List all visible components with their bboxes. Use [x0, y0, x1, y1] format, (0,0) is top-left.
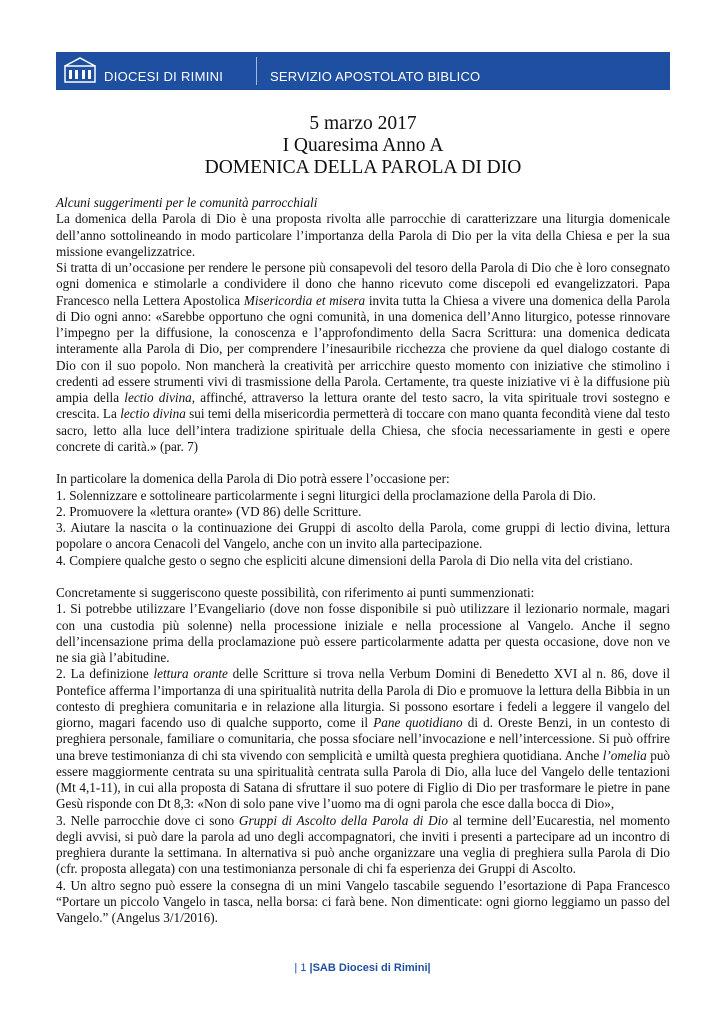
document-body: [56, 195, 670, 926]
intro-paragraph-1: La domenica della Parola di Dio è una proposta rivolta alle parrocchie di caratterizzare una liturgia domenicale dell’anno sottolineando in modo particolare l’importanza della Parola di Dio per la vita della Chiesa e per la sua missione evangelizzatrice.: [56, 211, 670, 259]
page-footer: [0, 962, 725, 974]
occasion-lead: In particolare la domenica della Parola di Dio potrà essere l’occasione per:: [56, 471, 450, 487]
suggestion-2: 2. La definizione lettura orante delle Scritture si trova nella Verbum Domini di Benedetto XVI al n. 86, dove il Pontefice afferma l’importanza di una spiritualità nutrita della Parola di Dio e promuove la lettura della Bibbia in un contesto di preghiera comunitaria e in relazione alla liturgia. Si possono esortare i fedeli a leggere il vangelo del giorno, magari facendo uso di qualche supporto, come il Pane quotidiano di d. Oreste Benzi, in un contesto di preghiera personale, familiare o comunitaria, che possa sfociare nell’invocazione e nell’intercessione. Si può offrire una breve testimonianza di chi sta vivendo con semplicità e umiltà questa preghiera quotidiana. Anche l’omelia può essere maggiormente centrata su una spiritualità centrata sulla Parola di Dio, alla luce del Vangelo delle tentazioni (Mt 4,1-11), in cui alla proposta di Satana di sfruttare il suo potere di Figlio di Dio per trasformare le pietre in pane Gesù risponde con Dt 8,3: «Non di solo pane vive l’uomo ma di ogni parola che esce dalla bocca di Dio»,: [56, 666, 671, 812]
subtitle: Alcuni suggerimenti per le comunità parrocchiali: [56, 195, 318, 210]
page-number: 1: [300, 962, 307, 974]
footer-bar: |: [294, 962, 298, 974]
suggestion-3: 3. Nelle parrocchie dove ci sono Gruppi di Ascolto della Parola di Dio al termine dell’Eucarestia, nel momento degli avvisi, si può dare la parola ad uno degli accompagnatori, che inviti i presenti a partecipare ad un incontro di preghiera durante la settimana. In alternativa si può anche organizzare una veglia di preghiera sulla Parola di Dio (cfr. proposta allegata) con una testimonianza personale di chi fa esperienza dei Gruppi di Ascolto.: [56, 812, 670, 877]
title-date: 5 marzo 2017: [309, 113, 417, 134]
header-banner: [56, 52, 670, 90]
spacer: [56, 455, 670, 471]
intro-paragraph-2: Si tratta di un’occasione per rendere le persone più consapevoli del tesoro della Parola di Dio che è loro consegnato ogni domenica e stimolarle a condividere il dono che hanno ricevuto come discepoli ed evangelizzatori. Papa Francesco nella Lettera Apostolica Misericordia et misera invita tutta la Chiesa a vivere una domenica della Parola di Dio ogni anno: «Sarebbe opportuno che ogni comunità, in una domenica dell’Anno liturgico, potesse rinnovare l’impegno per la diffusione, la conoscenza e l’approfondimento della Sacra Scrittura: una domenica dedicata interamente alla Parola di Dio, per comprendere l’inesauribile ricchezza che proviene da quel dialogo costante di Dio con il suo popolo. Non mancherà la creatività per arricchire questo momento con iniziative che stimolino i credenti ad essere strumenti vivi di trasmissione della Parola. Certamente, tra queste iniziative vi è la diffusione più ampia della lectio divina, affinché, attraverso la lettura orante del testo sacro, la vita spirituale trovi sostegno e crescita. La lectio divina sui temi della misericordia permetterà di toccare con mano quanta fecondità viene dal testo sacro, letto alla luce dell’intera tradizione spirituale della Chiesa, che sfocia necessariamente in gesti e opere concrete di carità.» (par. 7): [56, 260, 670, 454]
suggestion-1: 1. Si potrebbe utilizzare l’Evangeliario (dove non fosse disponibile si può utilizzare il lezionario normale, magari con una custodia più solenne) nella processione iniziale e nella processione al Vangelo. Anche il segno dell’incensazione prima della proclamazione può essere particolarmente adatta per questa occasione, dove non ve ne sia già l’abitudine.: [56, 601, 670, 665]
occasion-item: 1. Solennizzare e sottolineare particolarmente i segni liturgici della proclamazione della Parola di Dio.: [56, 487, 596, 503]
occasion-item: 3. Aiutare la nascita o la continuazione dei Gruppi di ascolto della Parola, come gruppi di lectio divina, lettura popolare o ancora Cenacoli del Vangelo, anche con un invito alla partecipazione.: [56, 520, 670, 552]
title-event: DOMENICA DELLA PAROLA DI DIO: [204, 157, 522, 178]
header-divider: [256, 57, 257, 85]
service-name: SERVIZIO APOSTOLATO BIBLICO: [270, 69, 481, 84]
suggestion-4: 4. Un altro segno può essere la consegna di un mini Vangelo tascabile seguendo l’esortazione di Papa Francesco “Portare un piccolo Vangelo in tasca, nella borsa: ci farà bene. Non dimenticate: ogni giorno leggiamo un passo del Vangelo.” (Angelus 3/1/2016).: [56, 877, 670, 925]
diocese-name: DIOCESI DI RIMINI: [104, 69, 224, 84]
occasion-item: 4. Compiere qualche gesto o segno che espliciti alcune dimensioni della Parola di Dio nella vita del cristiano.: [56, 552, 633, 568]
footer-org: |SAB Diocesi di Rimini|: [309, 962, 431, 974]
spacer: [56, 569, 670, 585]
title-liturgy: I Quaresima Anno A: [282, 135, 444, 156]
page-title: [56, 113, 670, 179]
diocese-logo-icon: [63, 56, 97, 84]
occasion-item: 2. Promuovere la «lettura orante» (VD 86) delle Scritture.: [56, 503, 362, 519]
concrete-lead: Concretamente si suggeriscono queste possibilità, con riferimento ai punti summenzionati:: [56, 585, 535, 600]
